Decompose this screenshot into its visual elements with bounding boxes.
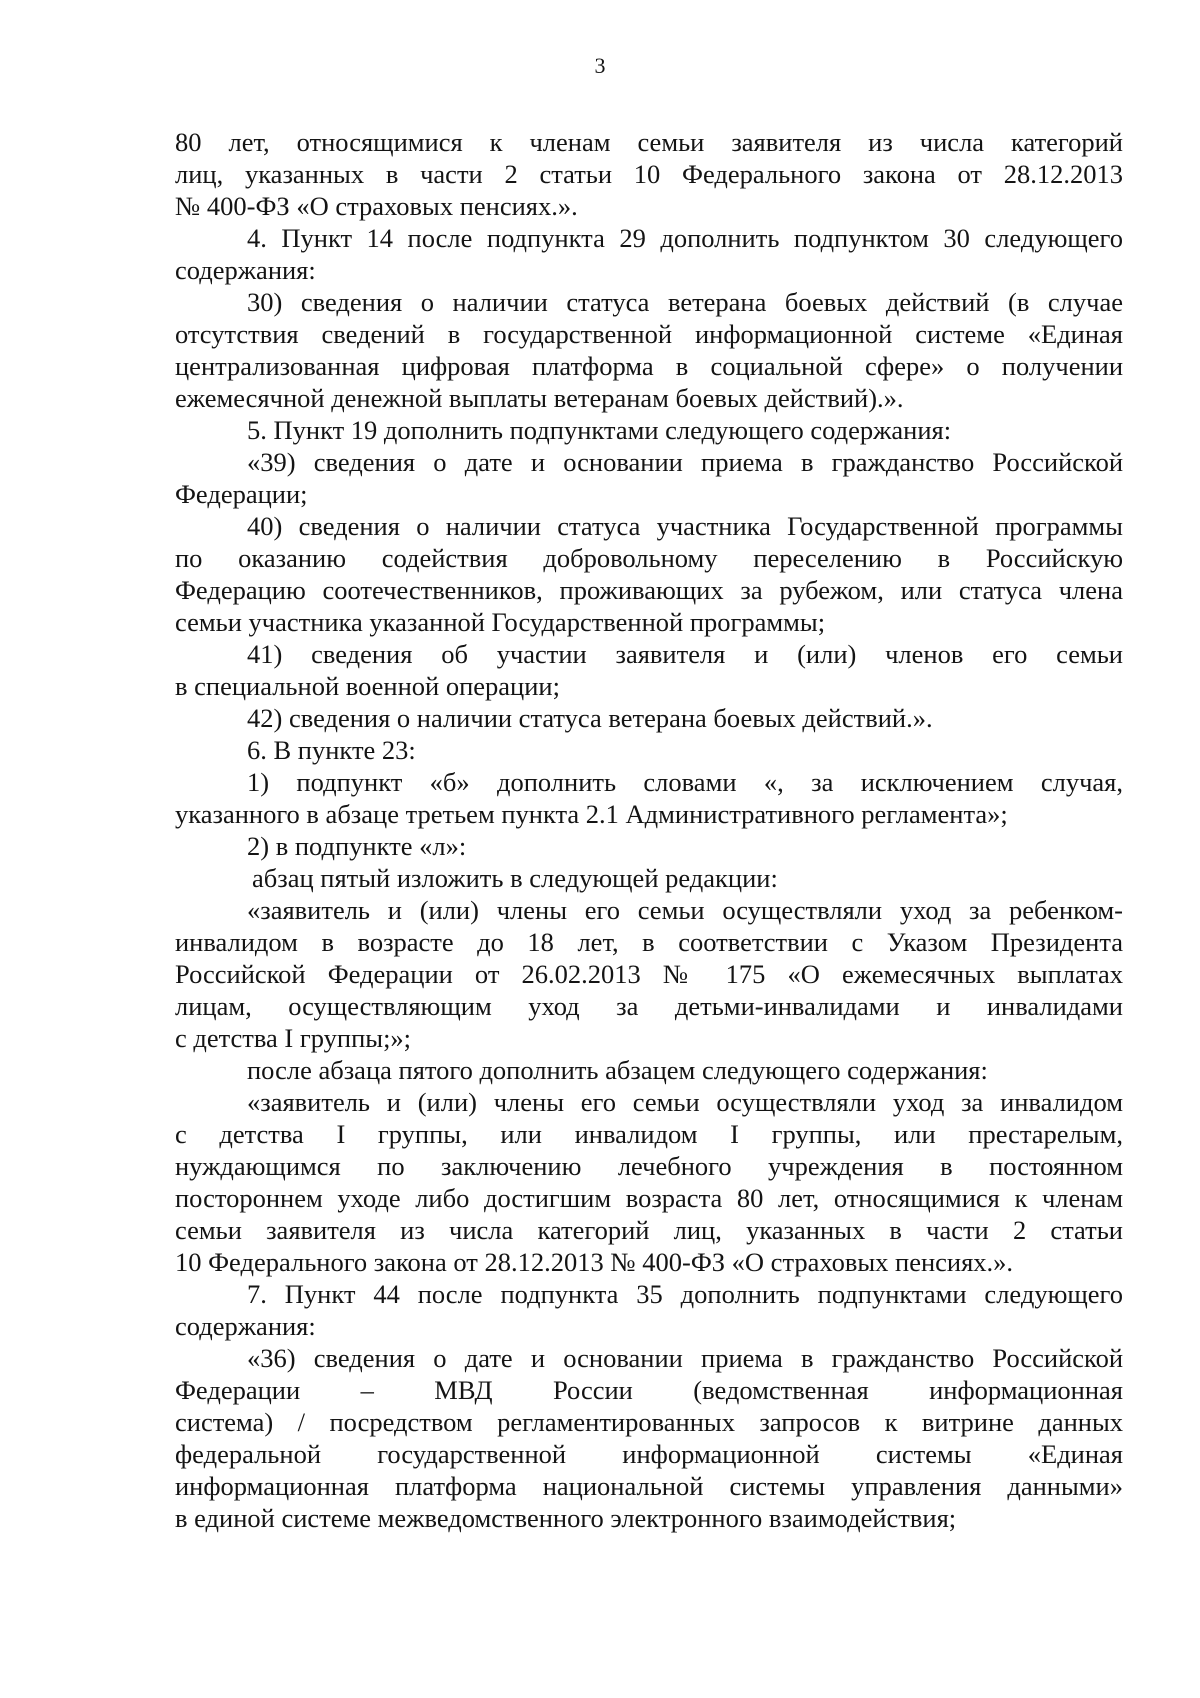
text-line: 42) сведения о наличии статуса ветерана боевых действий.». <box>247 703 933 733</box>
text-line: в специальной военной операции; <box>175 671 560 701</box>
text-line: «39) сведения о дате и основании приема в гражданство Российской <box>247 447 1123 477</box>
text-line: Федерацию соотечественников, проживающих за рубежом, или статуса члена <box>175 575 1123 605</box>
text-line: содержания: <box>175 1311 316 1341</box>
text-line: 10 Федерального закона от 28.12.2013 № 400-ФЗ «О страховых пенсиях.». <box>175 1247 1014 1277</box>
text-line: 6. В пункте 23: <box>247 735 416 765</box>
text-line: 80 лет, относящимися к членам семьи заявителя из числа категорий <box>175 127 1123 157</box>
text-line: 2) в подпункте «л»: <box>247 831 467 861</box>
text-line: 7. Пункт 44 после подпункта 35 дополнить подпунктами следующего <box>247 1279 1123 1309</box>
text-line: по оказанию содействия добровольному переселению в Российскую <box>175 543 1123 573</box>
text-line: инвалидом в возрасте до 18 лет, в соответствии с Указом Президента <box>175 927 1123 957</box>
text-line: семьи заявителя из числа категорий лиц, указанных в части 2 статьи <box>175 1215 1123 1245</box>
text-line: 1) подпункт «б» дополнить словами «, за исключением случая, <box>247 767 1123 797</box>
document-body <box>175 126 1123 1534</box>
text-line: система) / посредством регламентированных запросов к витрине данных <box>175 1407 1123 1437</box>
text-line: постороннем уходе либо достигшим возраста 80 лет, относящимися к членам <box>175 1183 1123 1213</box>
text-line: 5. Пункт 19 дополнить подпунктами следующего содержания: <box>247 415 952 445</box>
text-line: лицам, осуществляющим уход за детьми-инвалидами и инвалидами <box>175 991 1123 1021</box>
text-line: 41) сведения об участии заявителя и (или) членов его семьи <box>247 639 1123 669</box>
text-line: 30) сведения о наличии статуса ветерана боевых действий (в случае <box>247 287 1123 317</box>
text-line: абзац пятый изложить в следующей редакции: <box>252 863 778 893</box>
text-line: с детства I группы, или инвалидом I группы, или престарелым, <box>175 1119 1123 1149</box>
text-line: информационная платформа национальной системы управления данными» <box>175 1471 1123 1501</box>
text-line: 4. Пункт 14 после подпункта 29 дополнить подпунктом 30 следующего <box>247 223 1123 253</box>
text-line: № 400-ФЗ «О страховых пенсиях.». <box>175 191 578 221</box>
text-line: отсутствия сведений в государственной информационной системе «Единая <box>175 319 1123 349</box>
text-line: ежемесячной денежной выплаты ветеранам боевых действий).». <box>175 383 904 413</box>
text-line: с детства I группы;»; <box>175 1023 412 1053</box>
text-line: 40) сведения о наличии статуса участника Государственной программы <box>247 511 1123 541</box>
text-line: «36) сведения о дате и основании приема в гражданство Российской <box>247 1343 1123 1373</box>
text-line: Федерации; <box>175 479 308 509</box>
text-line: «заявитель и (или) члены его семьи осуществляли уход за ребенком- <box>247 895 1123 925</box>
page-number: 3 <box>594 53 606 78</box>
text-line: федеральной государственной информационной системы «Единая <box>175 1439 1123 1469</box>
text-line: содержания: <box>175 255 316 285</box>
text-line: семьи участника указанной Государственной программы; <box>175 607 826 637</box>
text-line: после абзаца пятого дополнить абзацем следующего содержания: <box>247 1055 988 1085</box>
text-line: указанного в абзаце третьем пункта 2.1 Административного регламента»; <box>175 799 1008 829</box>
text-line: Российской Федерации от 26.02.2013 № 175 «О ежемесячных выплатах <box>175 959 1123 989</box>
text-line: «заявитель и (или) члены его семьи осуществляли уход за инвалидом <box>247 1087 1123 1117</box>
text-line: централизованная цифровая платформа в социальной сфере» о получении <box>175 351 1123 381</box>
text-line: лиц, указанных в части 2 статьи 10 Федерального закона от 28.12.2013 <box>175 159 1123 189</box>
text-line: Федерации – МВД России (ведомственная информационная <box>175 1375 1123 1405</box>
text-line: в единой системе межведомственного электронного взаимодействия; <box>175 1503 957 1533</box>
text-line: нуждающимся по заключению лечебного учреждения в постоянном <box>175 1151 1123 1181</box>
